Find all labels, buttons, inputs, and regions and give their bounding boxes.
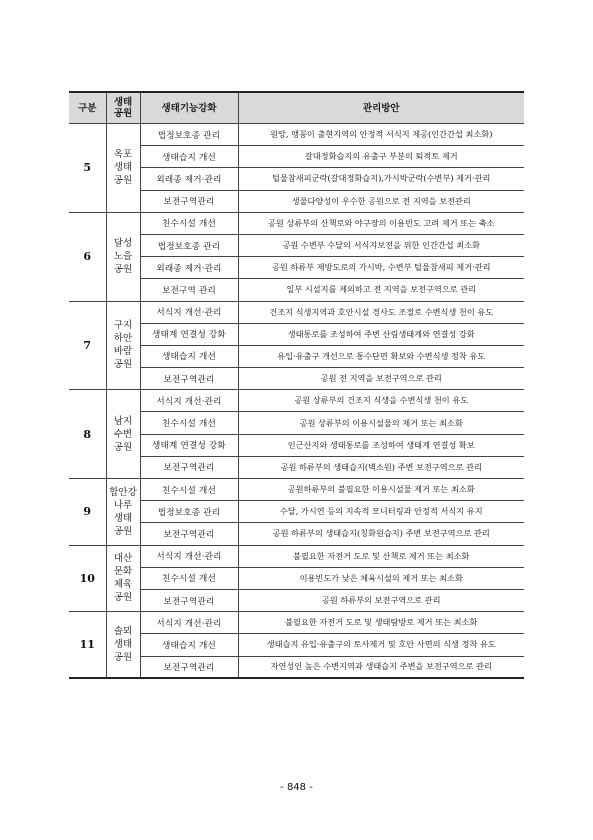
park-name: 합안강 나루 생태 공원 (106, 479, 140, 546)
park-name: 구지 하안 바람 공원 (106, 301, 140, 390)
management-plan-cell: 공원 전 지역을 보전구역으로 관리 (238, 368, 524, 390)
row-number: 9 (69, 479, 106, 546)
management-plan-cell: 불필요한 자전거 도로 및 산책로 제거 또는 최소화 (238, 545, 524, 567)
eco-function-cell: 친수시설 개선 (140, 567, 238, 589)
management-plan-cell: 공원 하류부의 생태습지(벽소원) 주변 보전구역으로 관리 (238, 456, 524, 478)
row-number: 10 (69, 545, 106, 612)
row-number: 5 (69, 124, 106, 213)
header-park: 생태 공원 (106, 92, 140, 124)
row-number: 11 (69, 612, 106, 679)
eco-function-cell: 외래종 제거·관리 (140, 257, 238, 279)
table-row (69, 301, 524, 323)
management-plan-cell: 이용빈도가 낮은 체육시설의 제거 또는 최소화 (238, 567, 524, 589)
park-name: 달성 노을 공원 (106, 212, 140, 301)
eco-function-cell: 친수시설 개선 (140, 479, 238, 501)
eco-function-cell: 생태습지 개선 (140, 634, 238, 656)
eco-function-cell: 보전구역관리 (140, 523, 238, 545)
header-function: 생태기능강화 (140, 92, 238, 124)
eco-function-cell: 보전구역관리 (140, 456, 238, 478)
eco-function-cell: 법정보호종 관리 (140, 124, 238, 146)
eco-function-cell: 보전구역 관리 (140, 279, 238, 301)
table-row (69, 124, 524, 146)
management-plan-cell: 자연성인 높은 수변지역과 생태습지 주변을 보전구역으로 관리 (238, 656, 524, 678)
park-name: 옥포 생태 공원 (106, 124, 140, 213)
park-name: 남지 수변 공원 (106, 390, 140, 479)
eco-function-cell: 서식지 개선·관리 (140, 612, 238, 634)
eco-function-cell: 보전구역관리 (140, 589, 238, 611)
eco-function-cell: 서식지 개선·관리 (140, 301, 238, 323)
table-row (69, 612, 524, 634)
management-plan-cell: 공원 수변부 수달의 서식지보전을 위한 인간간섭 최소화 (238, 234, 524, 256)
eco-function-cell: 법정보호종 관리 (140, 501, 238, 523)
management-plan-cell: 유입·유출구 개선으로 통수단면 확보와 수변식생 정착 유도 (238, 345, 524, 367)
management-plan-cell: 공원 상류부의 건조지 식생을 수변식생 천이 유도 (238, 390, 524, 412)
table-row (69, 545, 524, 567)
management-plan-cell: 공원 상류부의 산책로와 야구장의 이용빈도 고려 제거 또는 축소 (238, 212, 524, 234)
row-number: 6 (69, 212, 106, 301)
table-row (69, 479, 524, 501)
park-name: 솔뫼 생태 공원 (106, 612, 140, 679)
management-plan-cell: 원앙, 맹꽁이 출현지역의 안정적 서식지 제공(인간간섭 최소화) (238, 124, 524, 146)
eco-function-cell: 생태습지 개선 (140, 345, 238, 367)
row-number: 8 (69, 390, 106, 479)
table-body (69, 124, 524, 679)
management-plan-cell: 털물참새피군락(갈대정화습지),가시박군락(수변부) 제거·관리 (238, 168, 524, 190)
management-plan-cell: 공원 하류부의 보전구역으로 관리 (238, 589, 524, 611)
park-name: 대산 문화 체육 공원 (106, 545, 140, 612)
management-plan-cell: 공원하류부의 불필요한 이용시설물 제거 또는 최소화 (238, 479, 524, 501)
eco-function-cell: 생태계 연결성 강화 (140, 323, 238, 345)
eco-function-cell: 외래종 제거·관리 (140, 168, 238, 190)
management-plan-cell: 공원 하류부 제방도로의 가시박, 수변부 털물참새피 제거·관리 (238, 257, 524, 279)
eco-function-cell: 법정보호종 관리 (140, 234, 238, 256)
eco-function-cell: 친수시설 개선 (140, 212, 238, 234)
eco-function-cell: 보전구역관리 (140, 190, 238, 212)
management-plan-cell: 인근산지와 생태통로를 조성하여 생태계 연결성 확보 (238, 434, 524, 456)
management-plan-cell: 생태습지 유입·유출구의 토사제거 및 호안 사면의 식생 정착 유도 (238, 634, 524, 656)
management-plan-cell: 불필요한 자전거 도로 및 생태탐방로 제거 또는 최소화 (238, 612, 524, 634)
table-row (69, 390, 524, 412)
management-plan-cell: 일부 시설지를 제외하고 전 지역을 보전구역으로 관리 (238, 279, 524, 301)
eco-function-cell: 보전구역관리 (140, 368, 238, 390)
header-plan: 관리방안 (238, 92, 524, 124)
eco-function-cell: 서식지 개선·관리 (140, 390, 238, 412)
header-division: 구분 (69, 92, 106, 124)
row-number: 7 (69, 301, 106, 390)
eco-function-cell: 생태습지 개선 (140, 146, 238, 168)
eco-function-cell: 서식지 개선·관리 (140, 545, 238, 567)
table-row (69, 212, 524, 234)
table-header-row (69, 92, 524, 124)
management-plan-cell: 생태통로를 조성하여 주변 산림생태계와 연결성 강화 (238, 323, 524, 345)
management-plan-cell: 공원 상류부의 이용시설물의 제거 또는 최소화 (238, 412, 524, 434)
management-plan-cell: 생물다양성이 우수한 공원으로 전 지역을 보전관리 (238, 190, 524, 212)
eco-function-cell: 친수시설 개선 (140, 412, 238, 434)
management-plan-cell: 수달, 가시연 등의 지속적 모니터링과 안정적 서식지 유지 (238, 501, 524, 523)
management-plan-cell: 공원 하류부의 생태습지(칭화원습지) 주변 보전구역으로 관리 (238, 523, 524, 545)
eco-function-cell: 생태계 연결성 강화 (140, 434, 238, 456)
management-plan-cell: 건조지 식생지역과 호안시설 경사도 조절로 수변식생 천이 유도 (238, 301, 524, 323)
management-table (69, 91, 524, 679)
eco-function-cell: 보전구역관리 (140, 656, 238, 678)
management-plan-cell: 갈대정화습지의 유출구 부분의 퇴적토 제거 (238, 146, 524, 168)
page-number: - 848 - (280, 782, 313, 793)
